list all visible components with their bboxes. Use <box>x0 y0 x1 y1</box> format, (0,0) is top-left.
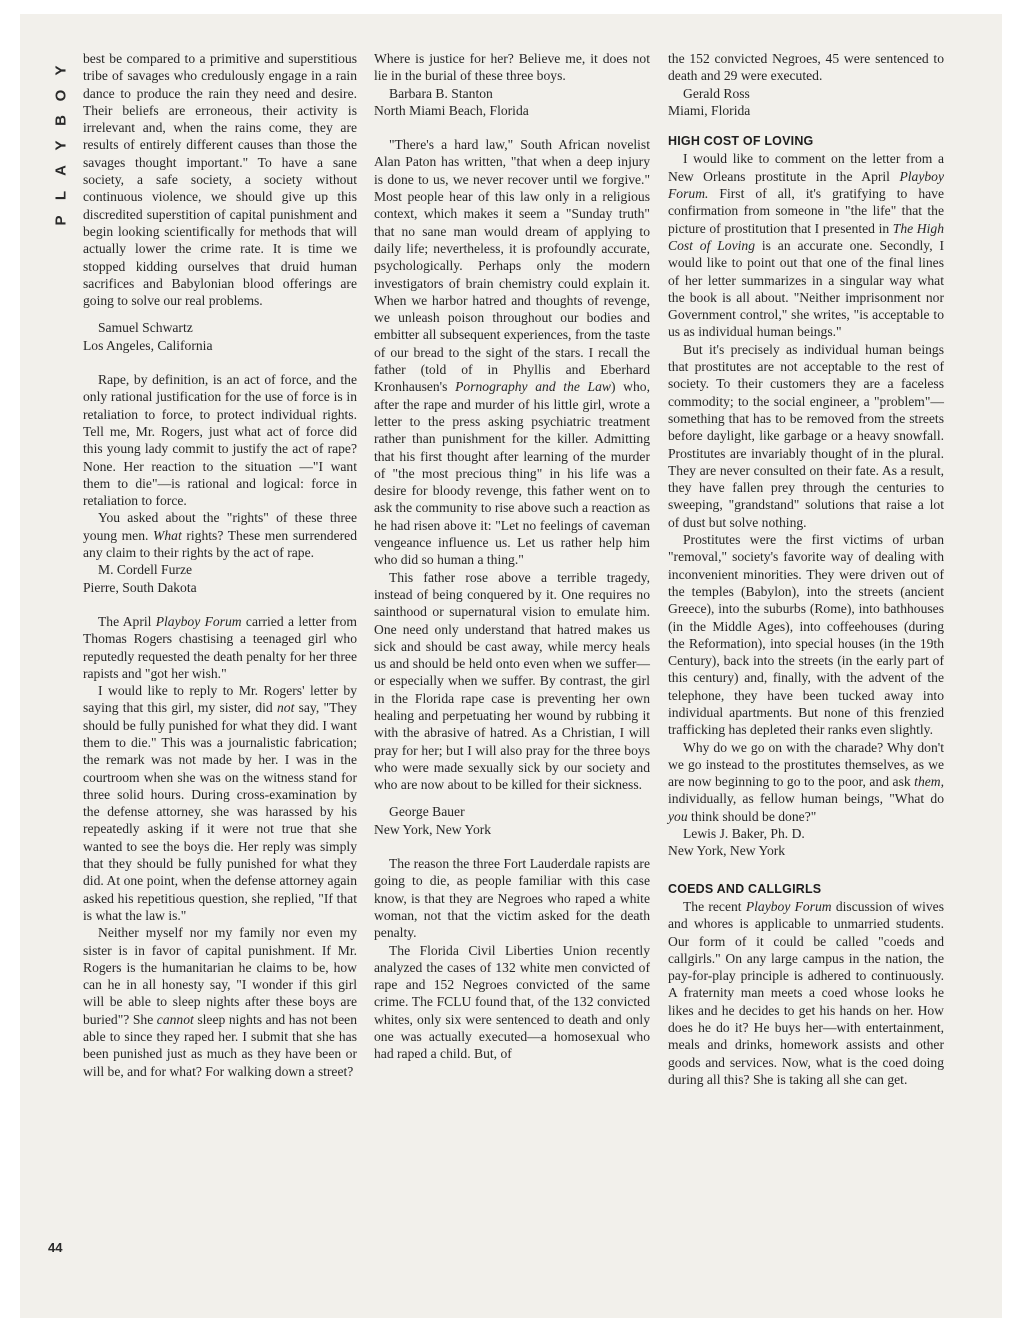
signature-name: Lewis J. Baker, Ph. D. <box>683 826 805 842</box>
signature-name: M. Cordell Furze <box>98 562 193 578</box>
letter-paragraph <box>374 136 650 568</box>
text-run: I would like to comment on the letter from a New Orleans prostitute in the April <box>668 151 944 184</box>
magazine-name-letter: Y <box>52 140 70 151</box>
letter-paragraph <box>83 509 357 561</box>
section-heading: COEDS AND CALLGIRLS <box>668 881 822 896</box>
text-run: I would like to reply to Mr. Rogers' letter by saying that this girl, my sister, did <box>83 683 357 716</box>
italic-text: Pornography and the Law <box>455 379 611 395</box>
letter-paragraph <box>83 924 357 1080</box>
letter-signature <box>374 803 650 838</box>
text-run: Why do we go on with the charade? Why don't we go instead to the prostitutes themselves, as we are now beginning to go to the poor, and ask <box>668 739 944 790</box>
text-run: rights? These men surrendered any claim to their rights by the act of rape. <box>83 527 357 561</box>
column-1 <box>83 50 357 1080</box>
letter-paragraph: But it's precisely as individual human beings that prostitutes are not acceptable to the rest of society. To their customers they are a faceless commodity; to the social engineer, a "problem"—something that has to be removed from the streets before daylight, like garbage or a heavy snowfall. Prostitutes are invariably thought of in the plural. They are never consulted on their fate. As a result, they have fallen prey through the centuries to sweeping, "grandstand" solutions that raise a lot of dust but solve nothing. <box>668 341 944 530</box>
signature-name: George Bauer <box>389 804 465 820</box>
text-run: First of all, it's gratifying to have confirmation from someone in "the life" that the picture of prostitution that I presented in <box>668 186 944 236</box>
magazine-name-letter: L <box>52 190 70 201</box>
magazine-name-letter: A <box>52 165 70 176</box>
signature-place: North Miami Beach, Florida <box>374 102 529 118</box>
letter-paragraph <box>83 613 357 682</box>
text-run: The recent <box>683 898 746 914</box>
italic-text: not <box>276 700 295 716</box>
magazine-name-letter: B <box>52 115 70 126</box>
magazine-name-letter: O <box>52 89 70 102</box>
text-run: sleep nights and has not been able to since they raped her. I submit that she has been punished just as much as they have been or will be, and for what? For walking down a street? <box>83 1011 357 1079</box>
letter-paragraph: Rape, by definition, is an act of force, and the only rational justification for the use of force is in retaliation to force, to protect individual rights. Tell me, Mr. Rogers, just what act of force did this young lady commit to justify the act of rape? None. Her reaction to the situation —"I want them to die"—is rational and logical: force in retaliation to force. <box>83 372 357 509</box>
letter-paragraph <box>668 898 944 1088</box>
italic-text: Playboy Forum <box>745 898 832 914</box>
italic-text: Playboy Forum <box>155 613 242 629</box>
text-run: You asked about the "rights" of these three young men. <box>83 510 357 543</box>
magazine-name-letter: P <box>52 215 70 226</box>
column-2 <box>374 50 650 1063</box>
letter-signature <box>668 85 944 120</box>
signature-place: Miami, Florida <box>668 102 751 118</box>
letter-signature <box>83 561 357 596</box>
letter-paragraph: best be compared to a primitive and superstitious tribe of savages who credulously engage in a rain dance to produce the rain they need and desire. Their beliefs are erroneous, their activity is irrelevant and, when the rains come, they are results of entirely different causes than those the savages thought important." To have a sane society, a safe society, a society without continuous violence, we should give up this discredited superstition of capital punishment and begin looking scientifically for methods that will actually lower the crime rate. It is time we stopped kidding ourselves that druid human sacrifices and Babylonian blood offerings are going to solve our real problems. <box>83 51 357 309</box>
letter-paragraph: The Florida Civil Liberties Union recently analyzed the cases of 132 white men convicted of rape and 152 Negroes convicted of the same crime. The FCLU found that, of the 132 convicted whites, only six were sentenced to death and only one was actually executed—a homosexual who had raped a child. But, of <box>374 942 650 1062</box>
letter-signature <box>83 319 357 354</box>
italic-text: What <box>153 527 182 543</box>
signature-name: Gerald Ross <box>683 85 750 101</box>
text-run: think should be done?" <box>687 808 817 824</box>
signature-place: New York, New York <box>374 821 492 837</box>
letter-signature <box>668 825 944 860</box>
text-run: The April <box>98 613 156 629</box>
italic-text: Playboy Forum. <box>668 168 944 202</box>
signature-place: Pierre, South Dakota <box>83 579 197 595</box>
italic-text: cannot <box>156 1011 194 1027</box>
letter-paragraph: This father rose above a terrible tragedy, instead of being conquered by it. One requires no sainthood or supernatural vision to emulate him. One need only understand that hatred makes us sick and should be cast away, while mercy heals us and should be held onto even when we suffer—or especially when we suffer. By contrast, the girl in the Florida rape case is preventing her own healing and perpetuating her wound by rubbing it with the abrasive of hatred. As a Christian, I will pray for her; but I will also pray for the three boys who were made sexually sick by our society and who are now about to be killed for their sickness. <box>374 569 650 793</box>
text-run: ) who, after the rape and murder of his little girl, wrote a letter to the press asking psychiatric treatment rather than punishment for the killer. Admitting that his first thought after learning of the murder of "the most precious thing" in his life was a desire for bloody revenge, this father went on to ask the community to rise above such a reaction as he had risen above it: "Let no feelings of caveman vengeance influence us. Let us rather help him who did so human a thing." <box>374 379 650 568</box>
text-run: "There's a hard law," South African novelist Alan Paton has written, "that when a deep injury is done to us, we never recover until we forgive." Most people hear of this law only in a religious context, which makes it seem a "Sunday truth" that no sane man would dream of applying to daily life; nevertheless, it is profoundly accurate, psychologically. Perhaps only the modern investigators of brain chemistry could explain it. When we harbor hatred and thoughts of revenge, we unleash poison throughout our bodies and embitter all subsequent experiences, from the taste of our bread to the sight of the stars. I recall the father (told of in Phyllis and Eberhard Kronhausen's <box>374 137 650 395</box>
text-run: discussion of wives and whores is applicable to unmarried students. Our form of it could be called "coeds and callgirls." On any large campus in the nation, the pay-for-play principle is adhered to continuously. A fraternity man meets a coed whose looks he likes and he decides to get his hands on her. How does he do it? He buys her—with entertainment, meals and drinks, homework assists and other goods and services. Now, what is the coed doing during all this? She is taking all she can get. <box>668 898 944 1087</box>
signature-place: New York, New York <box>668 843 786 859</box>
signature-name: Barbara B. Stanton <box>389 85 493 101</box>
magazine-name-vertical <box>53 58 69 233</box>
letter-paragraph <box>668 150 944 340</box>
text-run: Neither myself nor my family nor even my sister is in favor of capital punishment. If Mr. Rogers is the humanitarian he claims to be, how can he in all honesty say, "I wonder if this girl will be able to sleep nights after these boys are buried"? She <box>83 925 357 1027</box>
text-run: say, "They should be fully punished for what they did. I want them to die." This was a journalistic fabrication; the remark was not made by her. I was in the courtroom when she was on the witness stand for three solid hours. During cross-examination by the defense attorney, she was harassed by his repeatedly asking if it were not true that she wanted to see the boys die. Her reply was simply that they should be fully punished for what they did. At one point, when the defense attorney again asked his repetitious question, she replied, "If that is what the law is." <box>83 700 357 923</box>
letter-paragraph: The reason the three Fort Lauderdale rapists are going to die, as people familiar with this case know, is that they are Negroes who raped a white woman, not that the victim asked for the death penalty. <box>374 856 650 941</box>
letter-paragraph: Where is justice for her? Believe me, it does not lie in the burial of these three boys. <box>374 51 650 84</box>
letter-paragraph: the 152 convicted Negroes, 45 were sentenced to death and 29 were executed. <box>668 51 944 84</box>
italic-text: them, <box>914 774 944 790</box>
signature-name: Samuel Schwartz <box>98 320 193 336</box>
text-run: carried a letter from Thomas Rogers chastising a teenaged girl who reputedly requested the death penalty for her three rapists and "got her wish." <box>83 613 357 681</box>
letter-paragraph: Prostitutes were the first victims of urban "removal," society's favorite way of dealing with inconvenient minorities. They were driven out of the temples (Babylon), into the streets (ancient Greece), into the suburbs (Rome), into bathhouses (in the Middle Ages), into coffeehouses (during the Reformation), into special houses (in the 19th Century), back into the streets (in the early part of this century) and, finally, with the advent of the telephone, they have been tucked away into individual apartments. But none of this frenzied trafficking has depleted their ranks even slightly. <box>668 532 944 738</box>
letter-paragraph <box>668 739 944 825</box>
italic-text: you <box>668 808 688 824</box>
letter-signature <box>374 85 650 120</box>
letter-paragraph <box>83 682 357 924</box>
text-run: individually, as fellow human beings, "What do <box>668 791 944 807</box>
magazine-page <box>20 14 1002 1318</box>
page-number: 44 <box>48 1240 63 1255</box>
section-heading: HIGH COST OF LOVING <box>668 134 814 149</box>
signature-place: Los Angeles, California <box>83 337 213 353</box>
italic-text: The High Cost of Loving <box>668 220 944 253</box>
column-3 <box>668 50 944 1088</box>
magazine-name-letter: Y <box>52 65 70 76</box>
text-run: is an accurate one. Secondly, I would like to point out that one of the final lines of her letter summarizes in a singular way what the book is all about. "Neither imprisonment nor Government control," she writes, "is acceptable to us as individual human beings." <box>668 237 945 340</box>
